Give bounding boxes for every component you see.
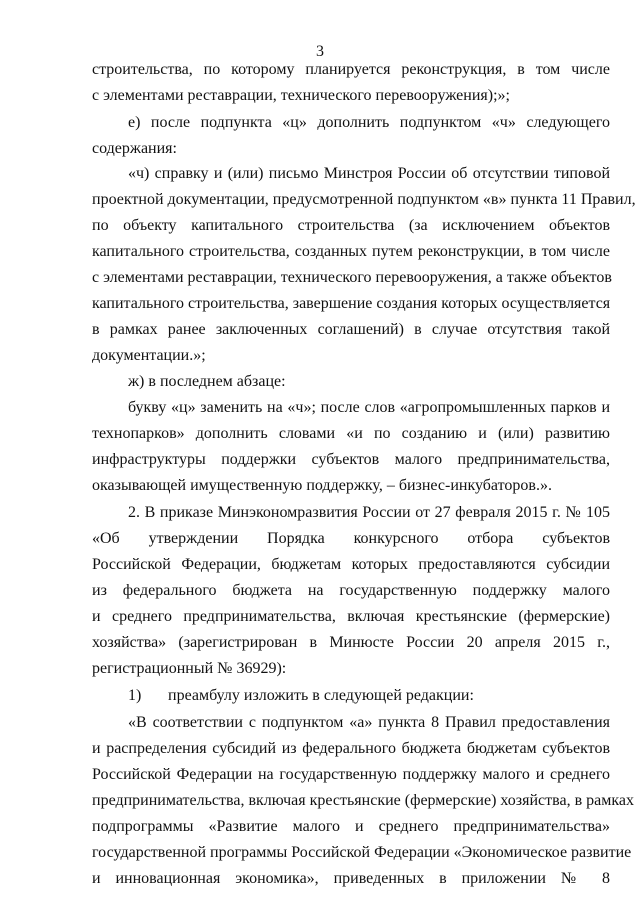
text-line: оказывающей имущественную поддержку, – бизнес-инкубаторов.». xyxy=(92,477,552,494)
text-line: технопарков» дополнить словами «и по созданию и (или) развитию xyxy=(92,425,610,442)
text-line: предпринимательства, включая крестьянские (фермерские) хозяйства, в рамках xyxy=(92,792,634,809)
text-line: регистрационный № 36929): xyxy=(92,660,287,677)
text-line: с элементами реставрации, технического перевооружения, а также объектов xyxy=(92,269,612,286)
text-line: документации.»; xyxy=(92,347,206,364)
item-number: 1) xyxy=(128,687,142,704)
text-line: 2. В приказе Минэкономразвития России от 27 февраля 2015 г. № 105 xyxy=(128,504,610,521)
text-line: капитального строительства, созданных путем реконструкции, в том числе xyxy=(92,243,610,260)
text-line: подпрограммы «Развитие малого и среднего предпринимательства» xyxy=(92,818,610,835)
text-line: государственной программы Российской Федерации «Экономическое развитие xyxy=(92,844,632,861)
text-line: «Об утверждении Порядка конкурсного отбора субъектов xyxy=(92,530,610,547)
text-line: Российской Федерации на государственную поддержку малого и среднего xyxy=(92,766,610,783)
text-line: инфраструктуры поддержки субъектов малого предпринимательства, xyxy=(92,451,610,468)
text-line: строительства, по которому планируется реконструкция, в том числе xyxy=(92,61,610,78)
text-line: и среднего предпринимательства, включая крестьянские (фермерские) xyxy=(92,608,610,625)
text-line: Российской Федерации, бюджетам которых предоставляются субсидии xyxy=(92,556,610,573)
page-number: 3 xyxy=(316,43,324,60)
text-line: е) после подпункта «ц» дополнить подпунктом «ч» следующего xyxy=(128,114,610,131)
text-line: содержания: xyxy=(92,140,177,157)
text-line: «В соответствии с подпунктом «а» пункта 8 Правил предоставления xyxy=(128,714,610,731)
text-line: преамбулу изложить в следующей редакции: xyxy=(168,687,474,704)
text-line: и инновационная экономика», приведенных в приложении № 8 xyxy=(92,870,610,887)
text-line: букву «ц» заменить на «ч»; после слов «агропромышленных парков и xyxy=(128,399,610,416)
text-line: из федерального бюджета на государственную поддержку малого xyxy=(92,582,610,599)
text-line: с элементами реставрации, технического перевооружения);»; xyxy=(92,87,510,104)
text-line: хозяйства» (зарегистрирован в Минюсте России 20 апреля 2015 г., xyxy=(92,634,610,651)
text-line: ж) в последнем абзаце: xyxy=(128,373,286,390)
text-line: по объекту капитального строительства (за исключением объектов xyxy=(92,217,610,234)
text-line: в рамках ранее заключенных соглашений) в случае отсутствия такой xyxy=(92,321,610,338)
text-line: и распределения субсидий из федерального бюджета бюджетам субъектов xyxy=(92,740,610,757)
text-line: проектной документации, предусмотренной подпунктом «в» пункта 11 Правил, xyxy=(92,191,636,208)
text-line: капитального строительства, завершение создания которых осуществляется xyxy=(92,295,611,312)
text-line: «ч) справку и (или) письмо Минстроя России об отсутствии типовой xyxy=(128,165,610,182)
